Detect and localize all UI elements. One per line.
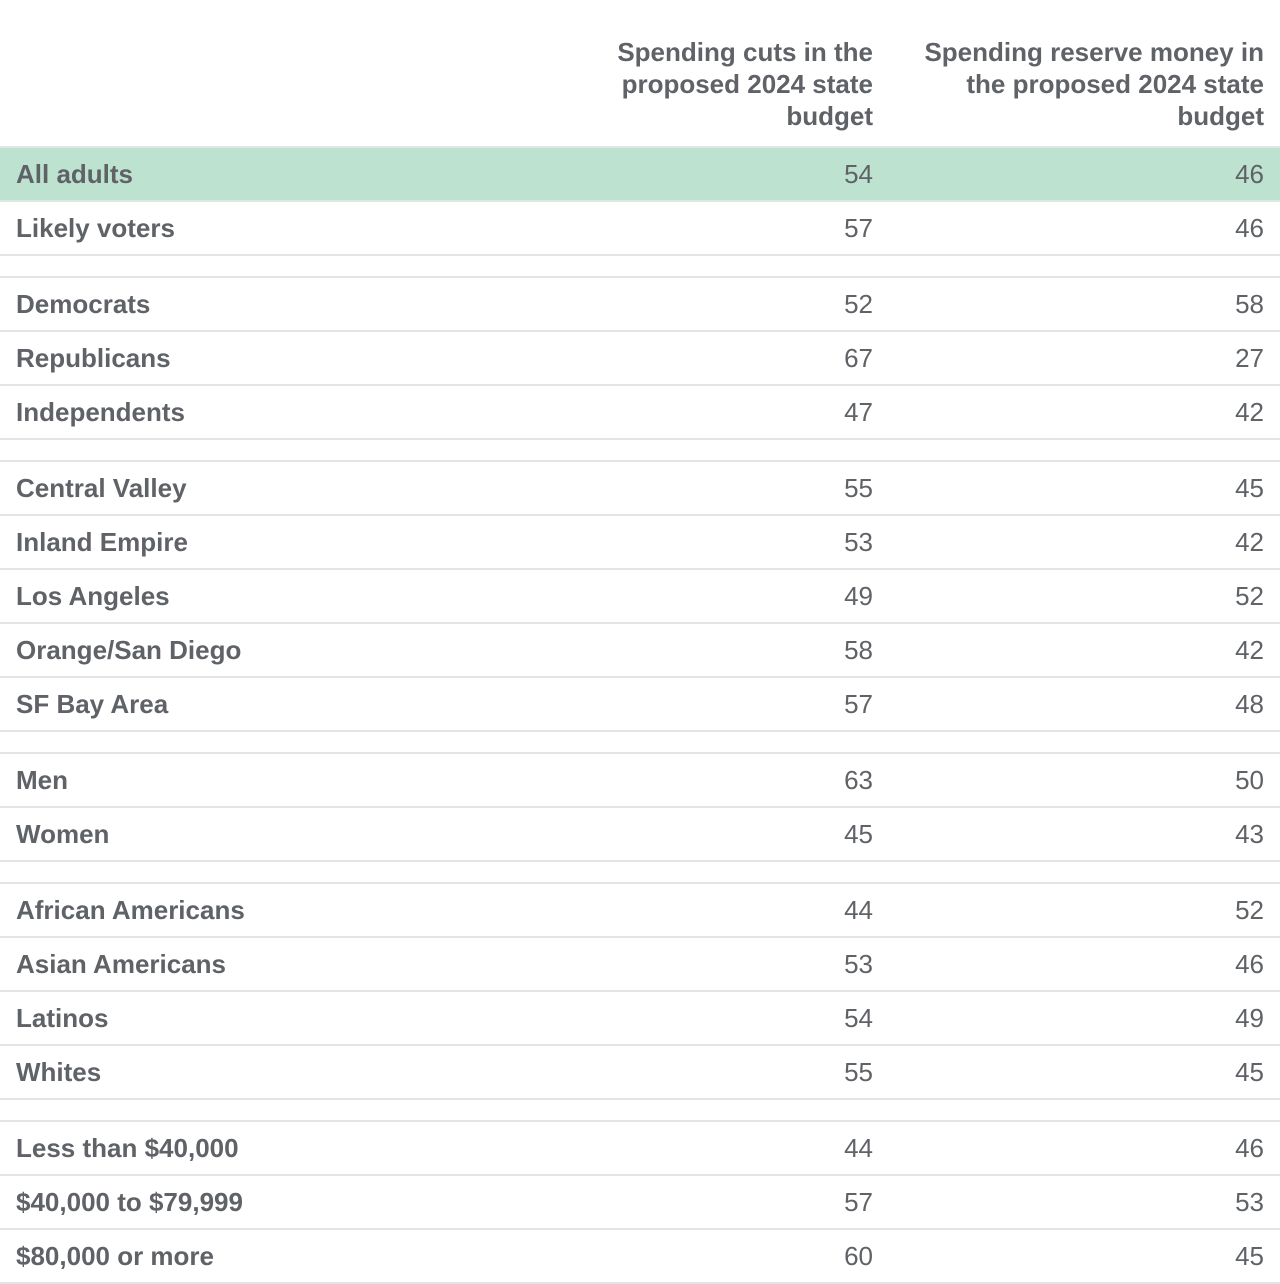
row-label: Orange/San Diego <box>16 635 242 665</box>
table-row <box>0 332 1280 386</box>
cell-spending-cuts: 60 <box>844 1241 873 1271</box>
table-row <box>0 754 1280 808</box>
cell-spending-cuts: 67 <box>844 343 873 373</box>
cell-reserve-money: 46 <box>1235 949 1264 979</box>
cell-spending-cuts: 55 <box>844 1057 873 1087</box>
cell-spending-cuts: 55 <box>844 473 873 503</box>
row-label: Whites <box>16 1057 102 1087</box>
table-row <box>0 938 1280 992</box>
cell-spending-cuts: 58 <box>844 635 873 665</box>
table-row <box>0 678 1280 732</box>
table-row <box>0 278 1280 332</box>
table-row <box>0 570 1280 624</box>
table-row <box>0 624 1280 678</box>
group-spacer <box>0 862 1280 884</box>
row-label: Central Valley <box>16 473 187 503</box>
cell-reserve-money: 50 <box>1235 765 1264 795</box>
row-label: $80,000 or more <box>16 1241 215 1271</box>
cell-spending-cuts: 47 <box>844 397 873 427</box>
group-spacer <box>0 256 1280 278</box>
cell-reserve-money: 58 <box>1235 289 1264 319</box>
table-row <box>0 1230 1280 1284</box>
cell-reserve-money: 49 <box>1235 1003 1264 1033</box>
cell-reserve-money: 46 <box>1235 1133 1264 1163</box>
cell-reserve-money: 46 <box>1235 159 1264 189</box>
cell-spending-cuts: 45 <box>844 819 873 849</box>
table-row <box>0 386 1280 440</box>
cell-reserve-money: 48 <box>1235 689 1264 719</box>
row-label: All adults <box>16 159 134 189</box>
cell-reserve-money: 43 <box>1235 819 1264 849</box>
row-label: Women <box>16 819 110 849</box>
row-label: Independents <box>16 397 186 427</box>
row-label: Inland Empire <box>16 527 188 557</box>
row-label: SF Bay Area <box>16 689 169 719</box>
table-row <box>0 1046 1280 1100</box>
row-label: Asian Americans <box>16 949 227 979</box>
cell-reserve-money: 52 <box>1235 581 1264 611</box>
cell-reserve-money: 46 <box>1235 213 1264 243</box>
cell-reserve-money: 27 <box>1235 343 1264 373</box>
cell-reserve-money: 42 <box>1235 527 1264 557</box>
group-spacer <box>0 732 1280 754</box>
row-label: $40,000 to $79,999 <box>16 1187 243 1217</box>
cell-spending-cuts: 54 <box>844 1003 873 1033</box>
table-row <box>0 516 1280 570</box>
cell-spending-cuts: 54 <box>844 159 873 189</box>
row-label: Less than $40,000 <box>16 1133 239 1163</box>
cell-spending-cuts: 63 <box>844 765 873 795</box>
cell-spending-cuts: 44 <box>844 895 873 925</box>
row-label: Likely voters <box>16 213 175 243</box>
cell-spending-cuts: 52 <box>844 289 873 319</box>
cell-reserve-money: 45 <box>1235 1241 1264 1271</box>
cell-reserve-money: 45 <box>1235 1057 1264 1087</box>
column-header-reserve-money: Spending reserve money in the proposed 2024 state budget <box>924 37 1264 131</box>
cell-reserve-money: 52 <box>1235 895 1264 925</box>
cell-spending-cuts: 53 <box>844 527 873 557</box>
row-label: Men <box>16 765 68 795</box>
row-label: Republicans <box>16 343 171 373</box>
cell-reserve-money: 45 <box>1235 473 1264 503</box>
row-label: Democrats <box>16 289 151 319</box>
row-label: Los Angeles <box>16 581 170 611</box>
column-header-spending-cuts: Spending cuts in the proposed 2024 state budget <box>617 37 873 131</box>
cell-reserve-money: 42 <box>1235 397 1264 427</box>
cell-spending-cuts: 57 <box>844 213 873 243</box>
cell-spending-cuts: 57 <box>844 1187 873 1217</box>
cell-reserve-money: 42 <box>1235 635 1264 665</box>
table-header <box>0 0 1280 148</box>
cell-reserve-money: 53 <box>1235 1187 1264 1217</box>
cell-spending-cuts: 49 <box>844 581 873 611</box>
cell-spending-cuts: 57 <box>844 689 873 719</box>
table-row <box>0 1122 1280 1176</box>
row-label: African Americans <box>16 895 245 925</box>
table-row <box>0 148 1280 202</box>
table-row <box>0 1176 1280 1230</box>
group-spacer <box>0 1100 1280 1122</box>
row-label: Latinos <box>16 1003 109 1033</box>
table-row <box>0 462 1280 516</box>
cell-spending-cuts: 53 <box>844 949 873 979</box>
group-spacer <box>0 440 1280 462</box>
table-row <box>0 992 1280 1046</box>
table-row <box>0 808 1280 862</box>
cell-spending-cuts: 44 <box>844 1133 873 1163</box>
table-row <box>0 884 1280 938</box>
table-row <box>0 202 1280 256</box>
